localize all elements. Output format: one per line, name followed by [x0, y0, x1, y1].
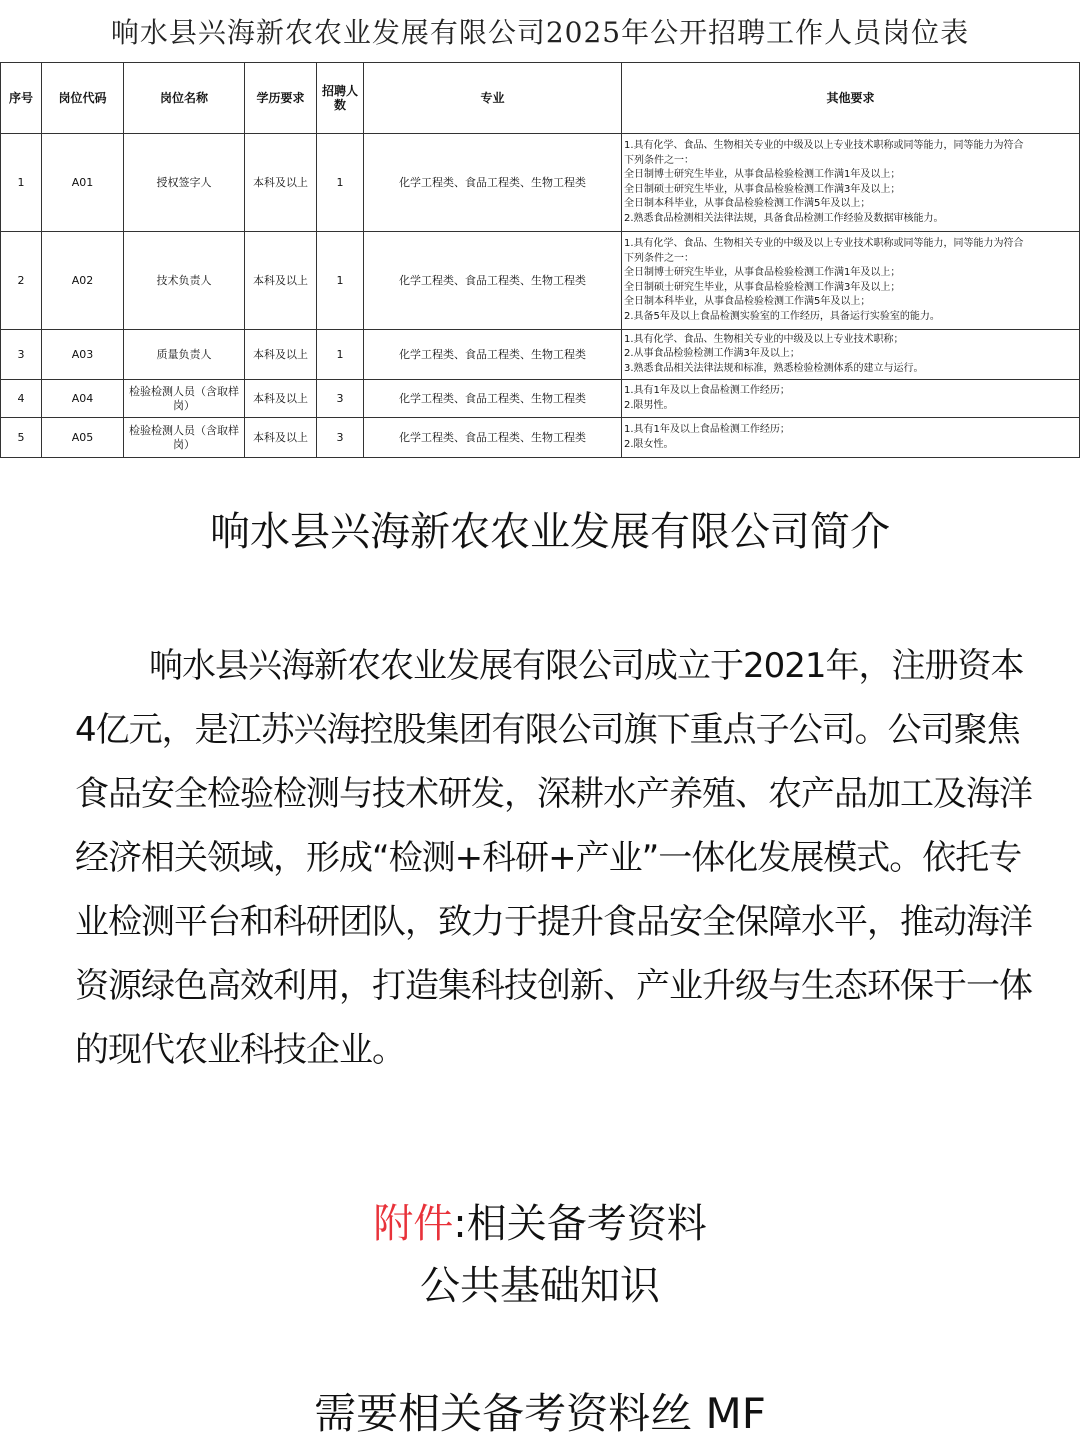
requirement-line: 3.熟悉食品相关法律法规和标准，熟悉检验检测体系的建立与运行。 — [624, 362, 924, 374]
cell-name: 授权签字人 — [124, 134, 245, 232]
header-major: 专业 — [364, 63, 622, 134]
cell-no: 2 — [1, 232, 42, 330]
cell-name: 检验检测人员（含取样岗） — [124, 418, 245, 458]
cell-requirements — [622, 330, 1080, 380]
attachment-label: 附件 — [373, 1201, 454, 1247]
requirement-line: 2.限女性。 — [624, 438, 674, 450]
requirement-line: 全日制博士研究生毕业，从事食品检验检测工作满1年及以上； — [624, 267, 901, 278]
requirement-line: 2.限男性。 — [624, 399, 674, 411]
requirement-line: 2.从事食品检验检测工作满3年及以上； — [624, 348, 800, 360]
table-row — [1, 232, 1080, 330]
header-count: 招聘人数 — [317, 63, 364, 134]
cell-education: 本科及以上 — [245, 330, 317, 380]
table-row — [1, 134, 1080, 232]
cell-code: A03 — [42, 330, 124, 380]
cell-education: 本科及以上 — [245, 232, 317, 330]
cell-count: 3 — [317, 418, 364, 458]
header-no: 序号 — [1, 63, 42, 134]
table-title: 响水县兴海新农农业发展有限公司2025年公开招聘工作人员岗位表 — [110, 16, 970, 49]
header-code: 岗位代码 — [42, 63, 124, 134]
intro-title: 响水县兴海新农农业发展有限公司简介 — [210, 509, 890, 555]
requirement-line: 全日制硕士研究生毕业，从事食品检验检测工作满3年及以上； — [624, 281, 901, 293]
requirement-line: 1.具有化学、食品、生物相关专业的中级及以上专业技术职称或同等能力，同等能力为符合 — [624, 140, 1024, 151]
requirement-line: 1.具有化学、食品、生物相关专业的中级及以上专业技术职称； — [624, 333, 904, 345]
cell-count: 1 — [317, 330, 364, 380]
requirement-line: 1.具有1年及以上食品检测工作经历； — [624, 385, 790, 396]
table-header-row — [1, 63, 1080, 134]
cell-requirements — [622, 232, 1080, 330]
cell-requirements — [622, 134, 1080, 232]
attachment-subject: 公共基础知识 — [420, 1263, 660, 1309]
requirement-line: 2.熟悉食品检测相关法律法规，具备食品检测工作经验及数据审核能力。 — [624, 212, 944, 224]
job-positions-table — [0, 62, 1080, 458]
header-name: 岗位名称 — [124, 63, 245, 134]
cell-code: A01 — [42, 134, 124, 232]
cell-major: 化学工程类、食品工程类、生物工程类 — [364, 330, 622, 380]
cell-major: 化学工程类、食品工程类、生物工程类 — [364, 134, 622, 232]
cell-requirements — [622, 380, 1080, 418]
cell-no: 1 — [1, 134, 42, 232]
cell-requirements — [622, 418, 1080, 458]
requirement-line: 全日制硕士研究生毕业，从事食品检验检测工作满3年及以上； — [624, 183, 901, 195]
cell-no: 3 — [1, 330, 42, 380]
requirement-line: 全日制博士研究生毕业，从事食品检验检测工作满1年及以上； — [624, 169, 901, 180]
cell-major: 化学工程类、食品工程类、生物工程类 — [364, 418, 622, 458]
cell-name: 技术负责人 — [124, 232, 245, 330]
cell-code: A05 — [42, 418, 124, 458]
cell-major: 化学工程类、食品工程类、生物工程类 — [364, 232, 622, 330]
requirement-line: 1.具有1年及以上食品检测工作经历； — [624, 424, 790, 435]
cell-code: A02 — [42, 232, 124, 330]
cell-name: 质量负责人 — [124, 330, 245, 380]
cell-no: 5 — [1, 418, 42, 458]
cell-name: 检验检测人员（含取样岗） — [124, 380, 245, 418]
attachment-note: 需要相关备考资料丝 MF — [314, 1389, 766, 1438]
cell-major: 化学工程类、食品工程类、生物工程类 — [364, 380, 622, 418]
cell-code: A04 — [42, 380, 124, 418]
cell-no: 4 — [1, 380, 42, 418]
cell-count: 1 — [317, 134, 364, 232]
requirement-line: 2.具备5年及以上食品检测实验室的工作经历，具备运行实验室的能力。 — [624, 310, 940, 322]
table-row — [1, 330, 1080, 380]
requirement-line: 1.具有化学、食品、生物相关专业的中级及以上专业技术职称或同等能力，同等能力为符合 — [624, 238, 1024, 249]
header-education: 学历要求 — [245, 63, 317, 134]
requirement-line: 全日制本科毕业，从事食品检验检测工作满5年及以上； — [624, 198, 871, 209]
cell-education: 本科及以上 — [245, 380, 317, 418]
table-row — [1, 380, 1080, 418]
requirement-line: 下列条件之一： — [624, 154, 694, 166]
table-row — [1, 418, 1080, 458]
attachment-text: :相关备考资料 — [453, 1201, 707, 1247]
requirement-line: 全日制本科毕业，从事食品检验检测工作满5年及以上； — [624, 296, 871, 307]
requirement-line: 下列条件之一： — [624, 252, 694, 264]
intro-body: 响水县兴海新农农业发展有限公司成立于2021年，注册资本4亿元，是江苏兴海控股集团有限公司旗下重点子公司。公司聚焦食品安全检验检测与技术研发，深耕水产养殖、农产品加工及海洋经济相关领域，形成“检测+科研+产业”一体化发展模式。依托专业检测平台和科研团队，致力于提升食品安全保障水平，推动海洋资源绿色高效利用，打造集科技创新、产业升级与生态环保于一体的现代农业科技企业。 — [75, 646, 1032, 1070]
attachment-line — [0, 1196, 1080, 1252]
cell-education: 本科及以上 — [245, 418, 317, 458]
cell-count: 3 — [317, 380, 364, 418]
header-requirements: 其他要求 — [622, 63, 1080, 134]
cell-education: 本科及以上 — [245, 134, 317, 232]
cell-count: 1 — [317, 232, 364, 330]
